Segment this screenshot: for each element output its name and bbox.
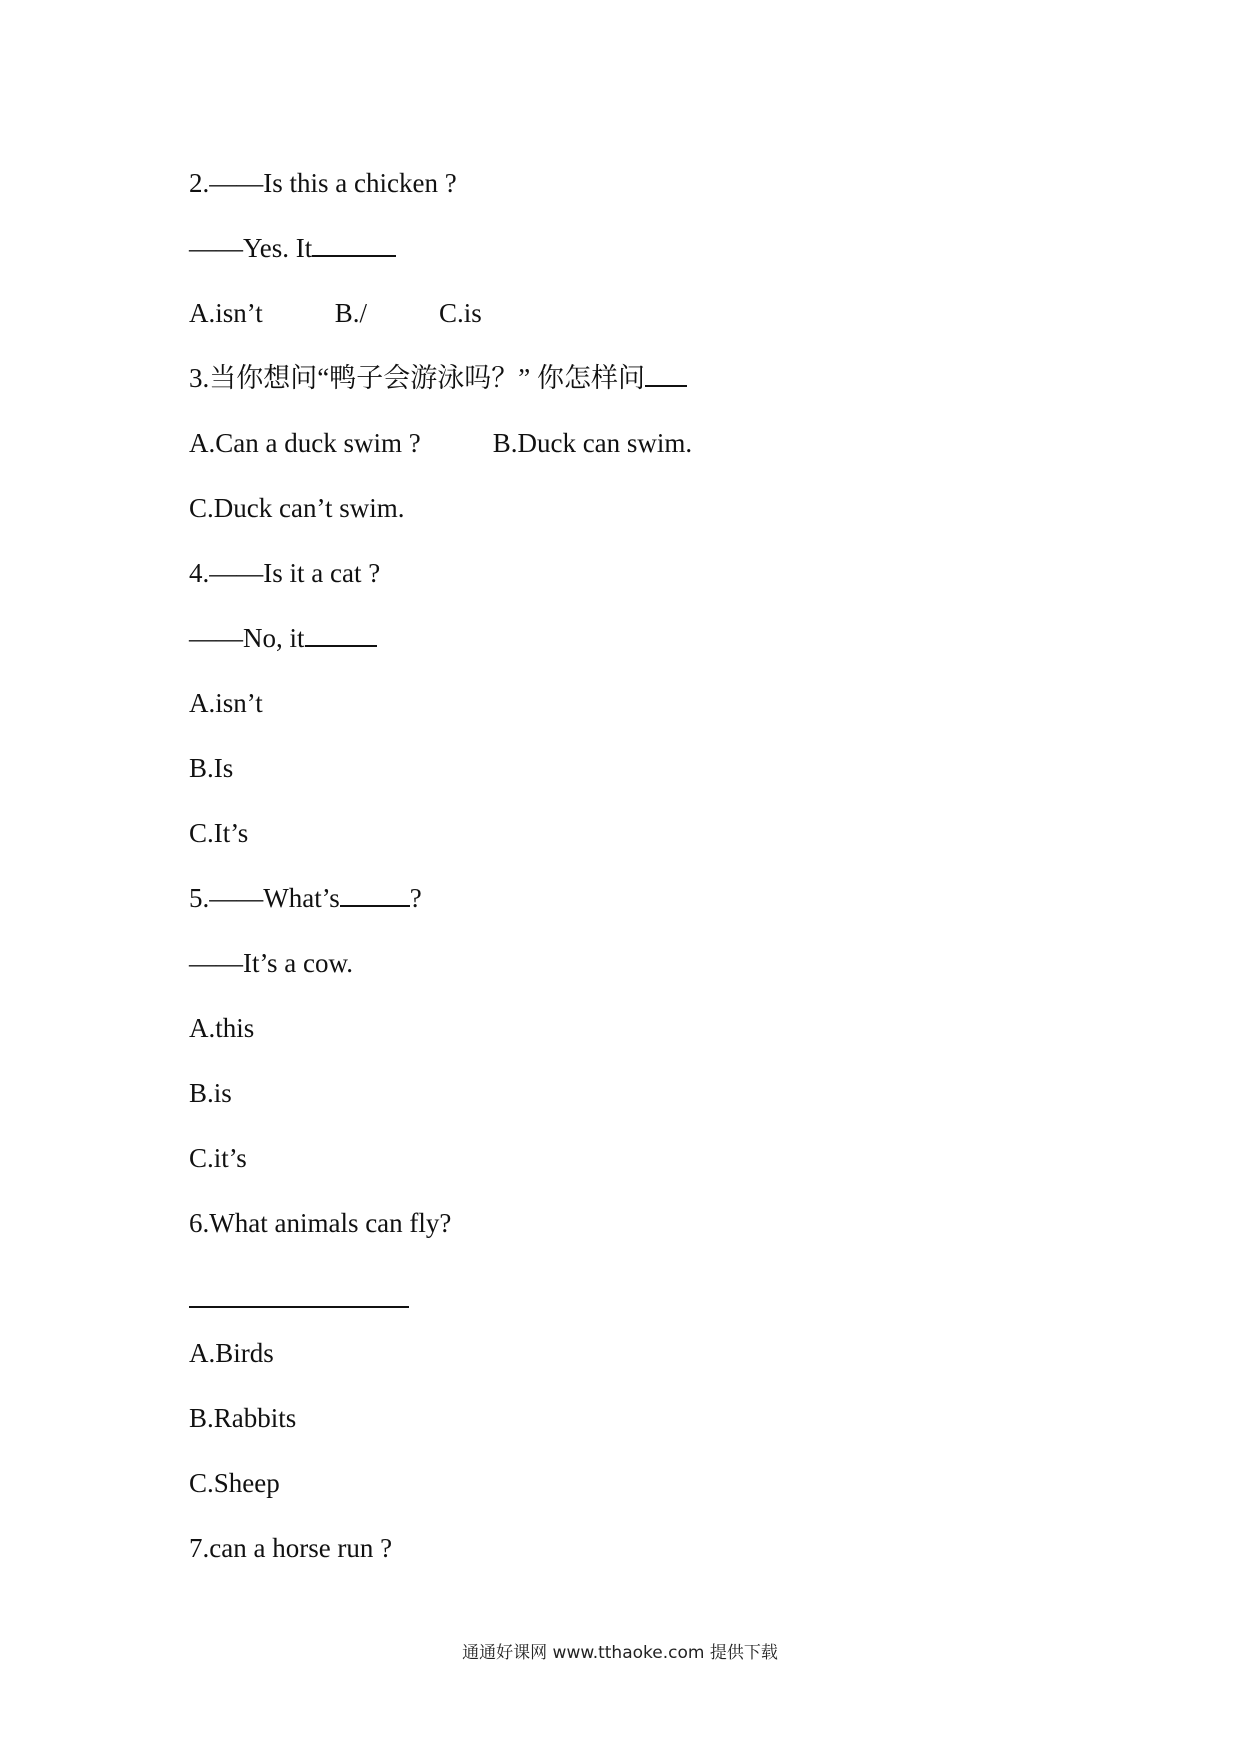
option-c: C.Sheep [189, 1468, 280, 1498]
question-2-options [189, 296, 482, 330]
option-c: C.It’s [189, 818, 249, 848]
answer-text: ——No, it [189, 623, 305, 653]
option-a: A.isn’t [189, 298, 263, 328]
option-a: A.Can a duck swim ? [189, 428, 421, 458]
question-3-options-row-1 [189, 426, 692, 460]
question-5 [189, 881, 422, 915]
question-3 [189, 361, 687, 395]
question-6: 6.What animals can fly? [189, 1208, 452, 1238]
option-c: C.it’s [189, 1143, 247, 1173]
option-b: B.Duck can swim. [492, 428, 693, 458]
question-4: 4.——Is it a cat ? [189, 558, 381, 588]
option-a: A.isn’t [189, 688, 263, 718]
question-mark: ? [409, 883, 422, 913]
option-a: A.this [189, 1013, 255, 1043]
question-text: 3.当你想问“鸭子会游泳吗？” 你怎样问 [189, 363, 645, 393]
question-7: 7.can a horse run ? [189, 1533, 393, 1563]
question-2-answer [189, 231, 396, 265]
answer-blank [312, 231, 396, 257]
option-c: C.is [439, 298, 482, 328]
page-footer: 通通好课网 www.tthaoke.com 提供下载 [462, 1643, 778, 1663]
question-4-answer [189, 621, 377, 655]
option-b: B./ [334, 298, 368, 328]
question-5-answer: ——It’s a cow. [189, 948, 353, 978]
answer-blank-line [189, 1306, 409, 1308]
answer-text: ——Yes. It [189, 233, 313, 263]
answer-blank [340, 881, 410, 907]
option-c: C.Duck can’t swim. [189, 493, 405, 523]
answer-blank [305, 621, 377, 647]
answer-blank [645, 361, 687, 387]
option-b: B.Is [189, 753, 234, 783]
question-2: 2.——Is this a chicken ? [189, 168, 457, 198]
option-a: A.Birds [189, 1338, 274, 1368]
option-b: B.is [189, 1078, 232, 1108]
option-b: B.Rabbits [189, 1403, 297, 1433]
question-text: 5.——What’s [189, 883, 340, 913]
